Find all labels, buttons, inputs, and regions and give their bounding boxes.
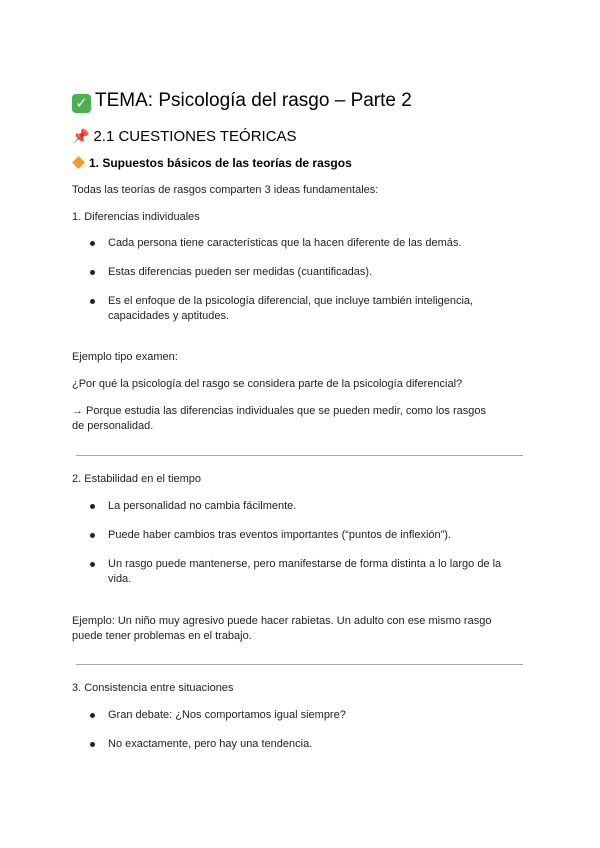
bullet-dot (90, 504, 95, 509)
example-answer: → Porque estudia las diferencias individuales que se pueden medir, como los rasgos de personalidad. (72, 405, 486, 432)
subsection-heading (72, 155, 352, 171)
list-item: Gran debate: ¿Nos comportamos igual siempre? (108, 709, 346, 721)
list-item: Estas diferencias pueden ser medidas (cuantificadas). (108, 266, 373, 278)
horizontal-divider (76, 664, 523, 665)
block2-heading: 2. Estabilidad en el tiempo (72, 473, 202, 485)
bullet-dot (90, 742, 95, 747)
example-label: Ejemplo tipo examen: (72, 351, 178, 363)
list-item: La personalidad no cambia fácilmente. (108, 500, 297, 512)
page-title (72, 89, 412, 113)
check-mark-icon: ✓ (72, 94, 91, 113)
section-heading-text: 2.1 CUESTIONES TEÓRICAS (93, 128, 297, 145)
bullet-dot (90, 713, 95, 718)
bullet-dot (90, 241, 95, 246)
example-paragraph: Ejemplo: Un niño muy agresivo puede hacer rabietas. Un adulto con ese mismo rasgo puede tener problemas en el trabajo. (72, 615, 492, 642)
intro-paragraph: Todas las teorías de rasgos comparten 3 ideas fundamentales: (72, 184, 379, 196)
pushpin-icon: 📌 (72, 128, 90, 144)
list-item: Puede haber cambios tras eventos importantes (“puntos de inflexión”). (108, 529, 452, 541)
example-question: ¿Por qué la psicología del rasgo se considera parte de la psicología diferencial? (72, 378, 463, 390)
orange-diamond-icon (72, 156, 85, 169)
bullet-dot (90, 270, 95, 275)
bullet-dot (90, 299, 95, 304)
bullet-dot (90, 533, 95, 538)
list-item: No exactamente, pero hay una tendencia. (108, 738, 313, 750)
subsection-heading-text: 1. Supuestos básicos de las teorías de rasgos (89, 156, 352, 170)
list-item: Cada persona tiene características que la hacen diferente de las demás. (108, 237, 462, 249)
block3-heading: 3. Consistencia entre situaciones (72, 682, 234, 694)
horizontal-divider (76, 455, 523, 456)
page-title-text: TEMA: Psicología del rasgo – Parte 2 (95, 90, 412, 111)
list-item: Un rasgo puede mantenerse, pero manifestarse de forma distinta a lo largo de la vida. (108, 558, 502, 585)
bullet-dot (90, 562, 95, 567)
block1-heading: 1. Diferencias individuales (72, 211, 200, 223)
list-item: Es el enfoque de la psicología diferencial, que incluye también inteligencia, capacidades y aptitudes. (108, 295, 474, 322)
section-heading (72, 126, 297, 147)
